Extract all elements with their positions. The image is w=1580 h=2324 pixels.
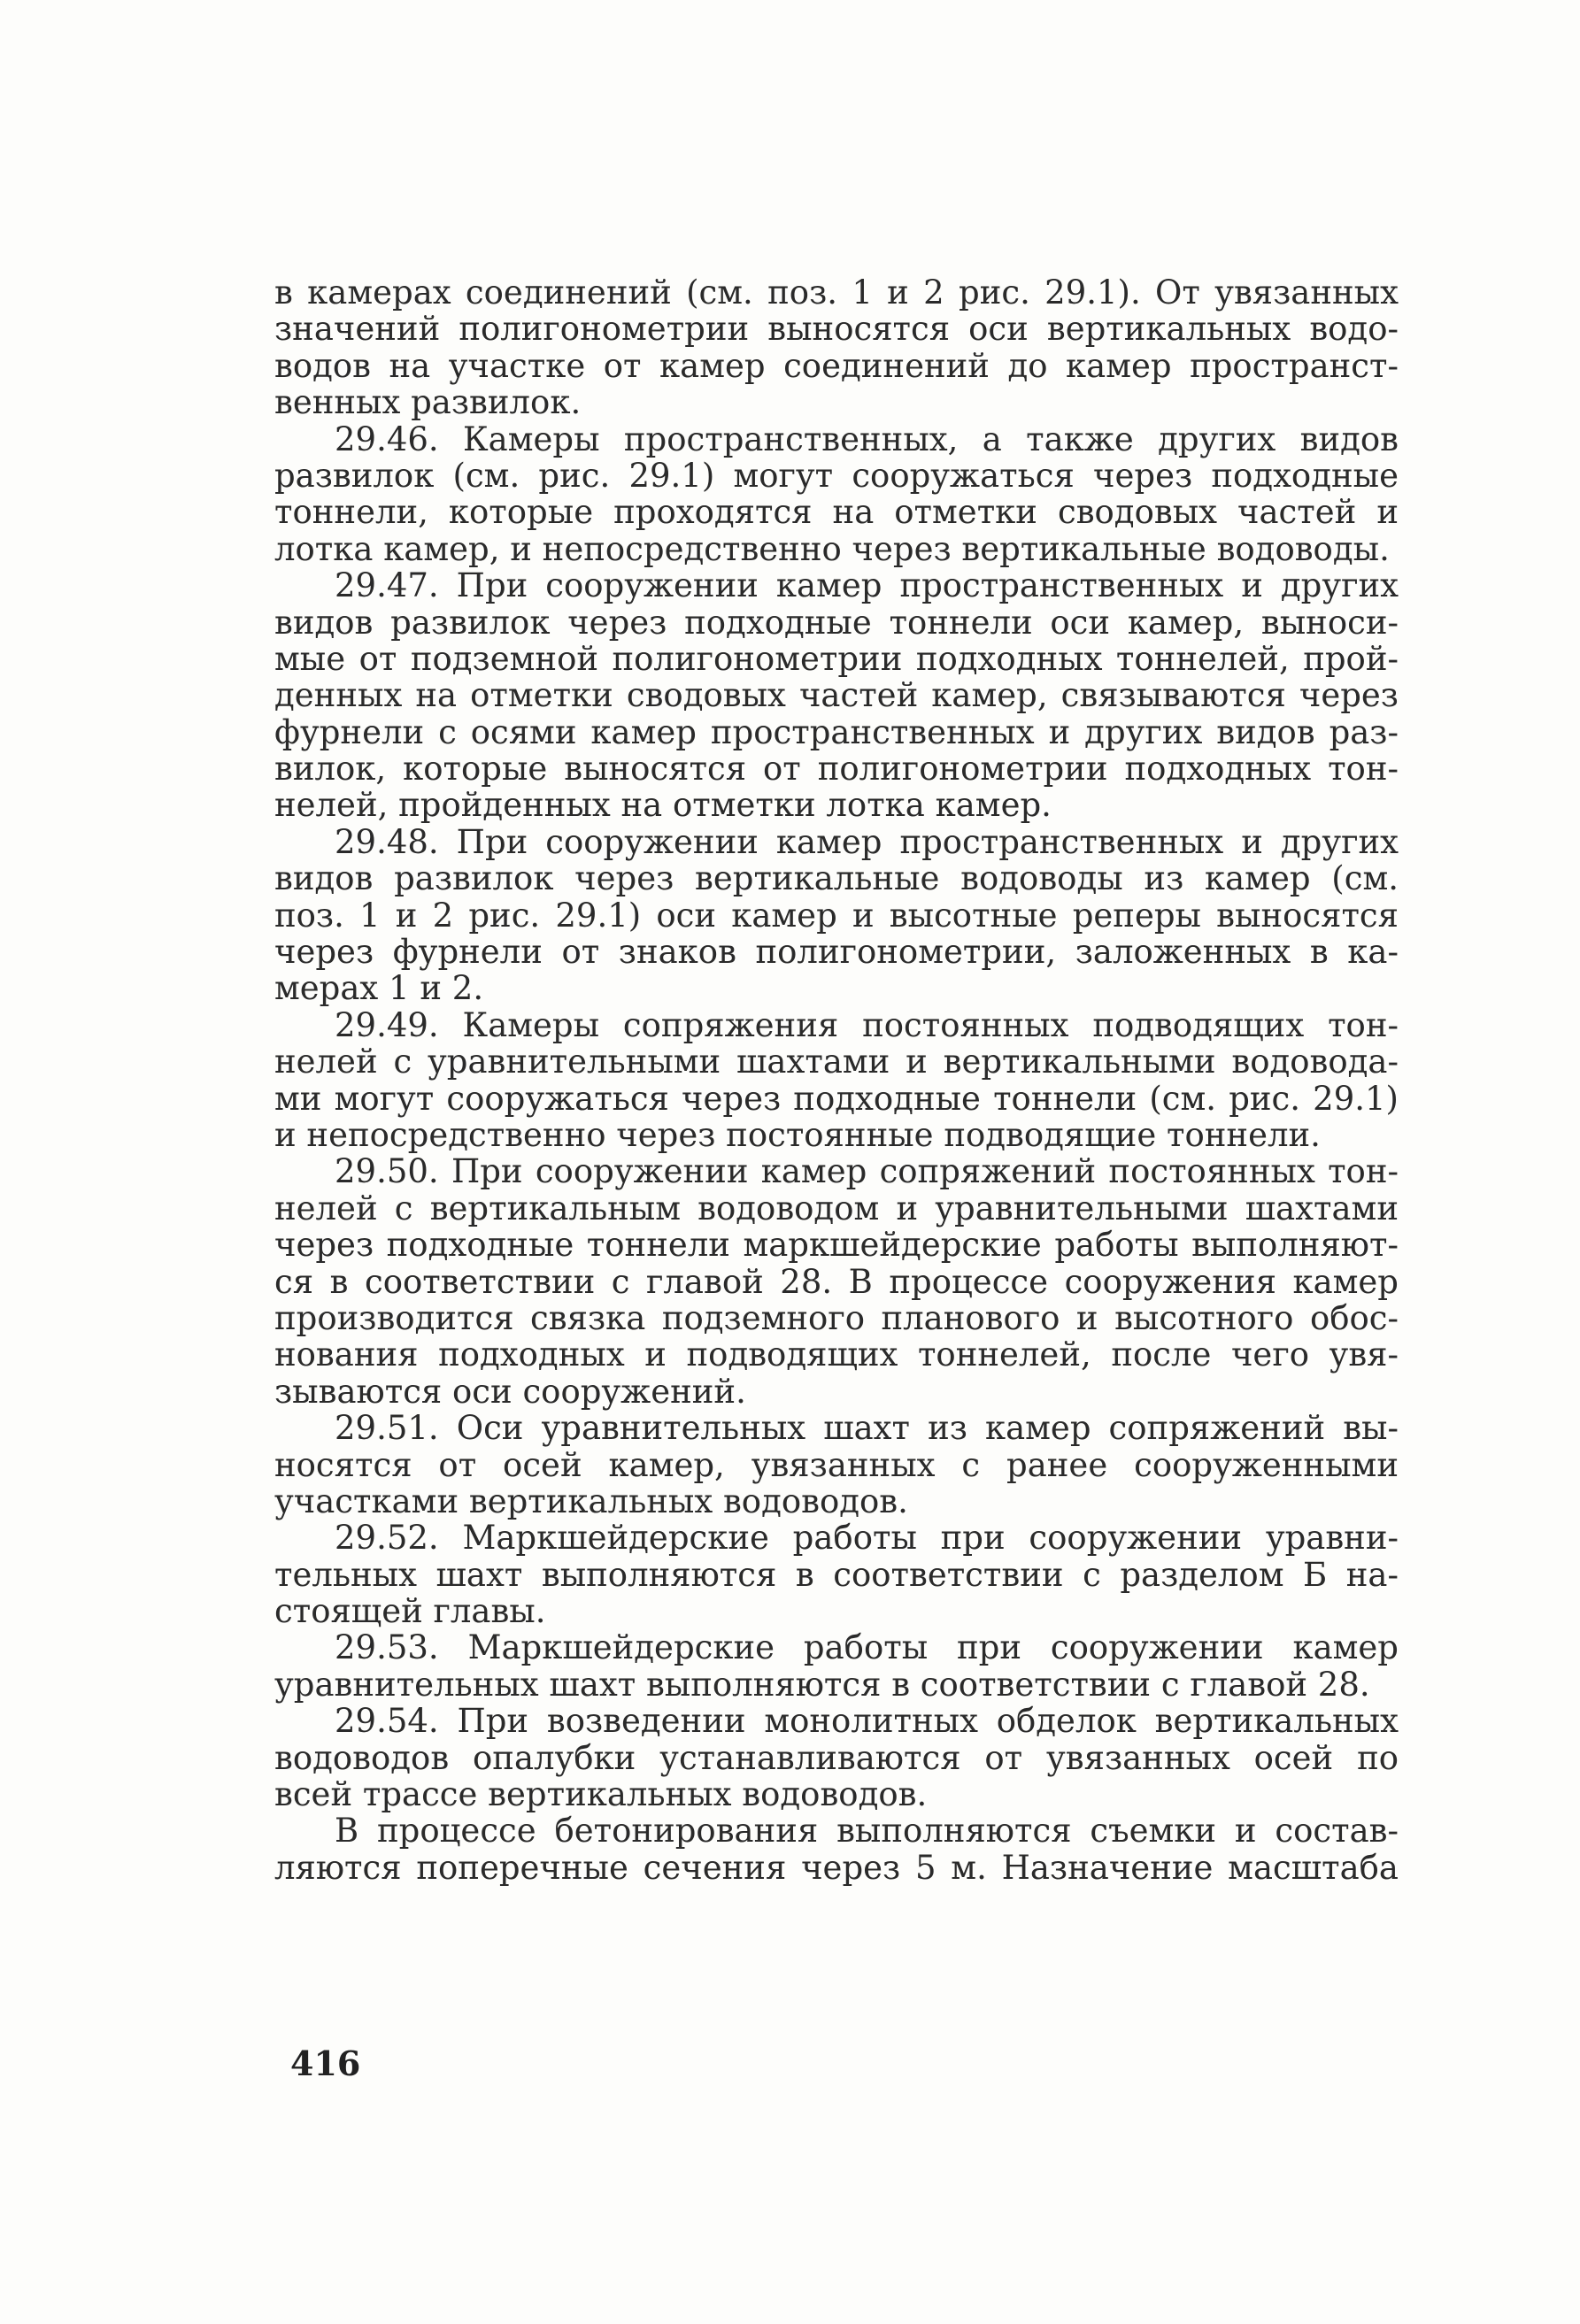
text-line: водов на участке от камер соединений до камер пространст- <box>274 346 1399 385</box>
text-line: мые от подземной полигонометрии подходных тоннелей, прой- <box>274 639 1399 678</box>
text-line: через фурнели от знаков полигонометрии, заложенных в ка- <box>274 933 1399 972</box>
text-line: вилок, которые выносятся от полигонометрии подходных тон- <box>274 750 1399 789</box>
text-line: 29.54. При возведении монолитных обделок вертикальных <box>335 1702 1399 1741</box>
text-line: тоннели, которые проходятся на отметки сводовых частей и <box>274 493 1399 532</box>
text-line: тельных шахт выполняются в соответствии с разделом Б на- <box>274 1555 1399 1594</box>
text-line: ся в соответствии с главой 28. В процессе сооружения камер <box>274 1262 1399 1301</box>
body-text <box>274 274 1399 1886</box>
text-line: 29.53. Маркшейдерские работы при сооружении камер <box>335 1628 1399 1667</box>
text-line: поз. 1 и 2 рис. 29.1) оси камер и высотные реперы выносятся <box>274 896 1399 935</box>
text-line: всей трассе вертикальных водоводов. <box>274 1775 928 1814</box>
text-line: лотка камер, и непосредственно через вертикальные водоводы. <box>274 529 1390 568</box>
text-line: 29.47. При сооружении камер пространственных и других <box>335 566 1399 605</box>
text-line: нелей, пройденных на отметки лотка камер. <box>274 786 1052 825</box>
text-line: в камерах соединений (см. поз. 1 и 2 рис. 29.1). От увязанных <box>274 273 1399 312</box>
text-line: носятся от осей камер, увязанных с ранее сооруженными <box>274 1445 1399 1484</box>
text-line: ляются поперечные сечения через 5 м. Назначение масштаба <box>274 1848 1399 1887</box>
text-line: нования подходных и подводящих тоннелей, после чего увя- <box>274 1335 1399 1374</box>
text-line: нелей с вертикальным водоводом и уравнительными шахтами <box>274 1189 1399 1227</box>
text-line: зываются оси сооружений. <box>274 1372 746 1411</box>
text-line: ми могут сооружаться через подходные тоннели (см. рис. 29.1) <box>274 1079 1399 1118</box>
text-line: 29.48. При сооружении камер пространственных и других <box>335 822 1399 861</box>
text-line: 29.49. Камеры сопряжения постоянных подводящих тон- <box>335 1005 1399 1044</box>
text-line: через подходные тоннели маркшейдерские работы выполняют- <box>274 1226 1399 1265</box>
text-line: 29.46. Камеры пространственных, а также других видов <box>335 419 1399 458</box>
text-line: фурнели с осями камер пространственных и других видов раз- <box>274 712 1399 751</box>
text-line: 29.51. Оси уравнительных шахт из камер сопряжений вы- <box>335 1409 1399 1448</box>
text-line: и непосредственно через постоянные подводящие тоннели. <box>274 1115 1321 1154</box>
text-line: стоящей главы. <box>274 1592 546 1631</box>
text-line: В процессе бетонирования выполняются съемки и состав- <box>335 1812 1399 1851</box>
text-line: производится связка подземного планового и высотного обос- <box>274 1298 1399 1337</box>
text-line: видов развилок через вертикальные водоводы из камер (см. <box>274 859 1399 898</box>
text-line: развилок (см. рис. 29.1) могут сооружаться через подходные <box>274 456 1399 495</box>
text-line: уравнительных шахт выполняются в соответствии с главой 28. <box>274 1665 1370 1704</box>
text-line: венных развилок. <box>274 383 582 422</box>
text-line: мерах 1 и 2. <box>274 969 484 1008</box>
text-line: нелей с уравнительными шахтами и вертикальными водовода- <box>274 1043 1399 1081</box>
text-line: водоводов опалубки устанавливаются от увязанных осей по <box>274 1738 1399 1777</box>
text-line: 29.50. При сооружении камер сопряжений постоянных тон- <box>335 1152 1399 1191</box>
text-line: значений полигонометрии выносятся оси вертикальных водо- <box>274 310 1399 349</box>
page-number: 416 <box>290 2043 361 2083</box>
text-line: участками вертикальных водоводов. <box>274 1481 908 1520</box>
text-line: видов развилок через подходные тоннели оси камер, выноси- <box>274 603 1399 642</box>
text-line: денных на отметки сводовых частей камер, связываются через <box>274 676 1399 715</box>
text-line: 29.52. Маркшейдерские работы при сооружении уравни- <box>335 1519 1399 1558</box>
